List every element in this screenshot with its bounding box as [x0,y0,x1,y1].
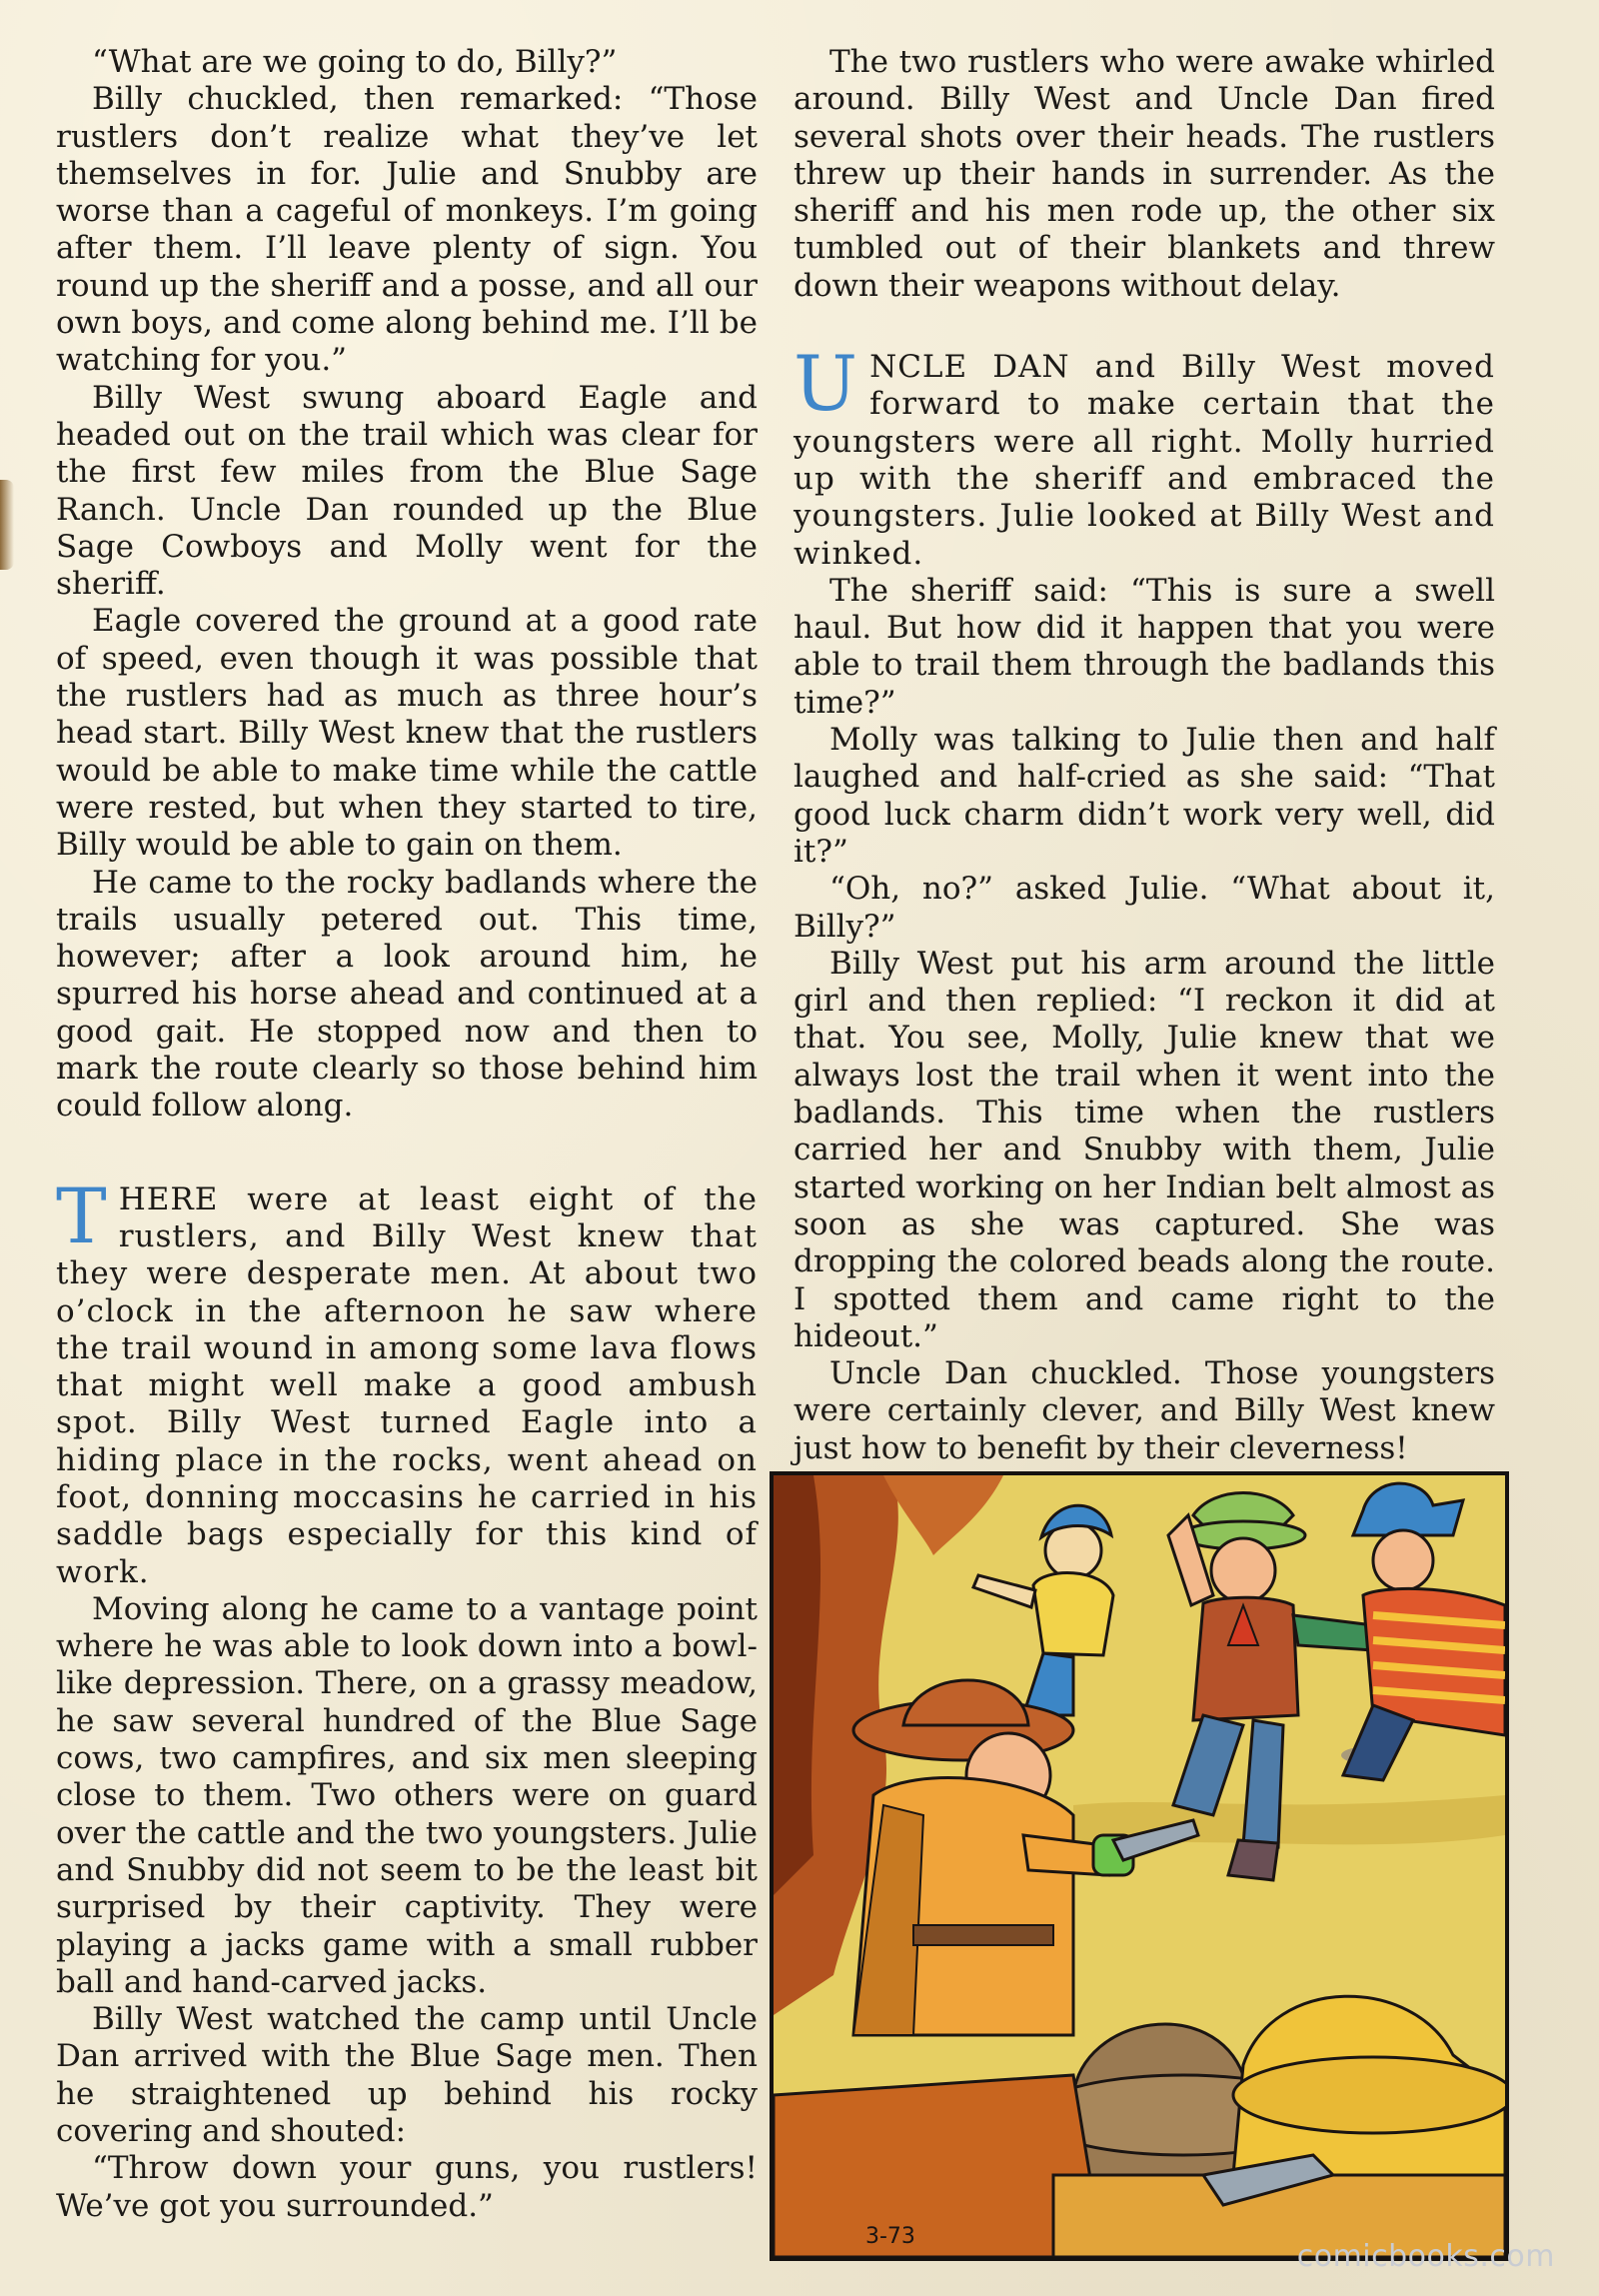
story-paragraph: Billy chuckled, then remarked: “Those rustlers don’t realize what they’ve let themselves in for. Julie and Snubby are worse than a cageful of monkeys. I’m going after them. I’ll leave plenty of sign. You round up the sheriff and a posse, and all our own boys, and come along behind me. I’ll be watching for you.” [56,81,758,379]
story-paragraph: Billy West watched the camp until Uncle Dan arrived with the Blue Sage men. Then he straightened up behind his rocky covering and shouted: [56,2001,758,2150]
story-paragraph: Eagle covered the ground at a good rate of speed, even though it was possible that the rustlers had as much as three hour’s head start. Billy West knew that the rustlers would be able to make time while the cattle were rested, but when they started to tire, Billy would be able to gain on them. [56,603,758,864]
section-break [56,1126,758,1181]
story-paragraph: “Oh, no?” asked Julie. “What about it, Billy?” [794,871,1495,945]
story-paragraph: The two rustlers who were awake whirled around. Billy West and Uncle Dan fired several shots over their heads. The rustlers threw up their hands in surrender. As the sheriff and his men rode up, the other six tumbled out of their blankets and threw down their weapons without delay. [794,44,1495,304]
left-text-column [56,44,758,2225]
drop-cap-letter: T [56,1170,107,1260]
page-edge-stain [0,480,14,570]
right-text-column [794,44,1495,1467]
section-opening-paragraph [56,1170,758,1591]
section-opening-text: NCLE DAN and Billy West moved forward to make certain that the youngsters were all right. Molly hurried up with the sheriff and embraced the youngsters. Julie looked at Billy West and winked. [794,349,1495,572]
story-paragraph: Billy West put his arm around the little girl and then replied: “I reckon it did at that. You see, Molly, Julie knew that we always lost the trail when it went into the badlands. This time when the rustlers carried her and Snubby with them, Julie started working on her Indian belt almost as soon as she was captured. She was dropping the colored beads along the route. I spotted them and came right to the hideout.” [794,945,1495,1354]
story-paragraph: Billy West swung aboard Eagle and headed out on the trail which was clear for the first few miles from the Blue Sage Ranch. Uncle Dan rounded up the Blue Sage Cowboys and Molly went for the sheriff. [56,379,758,603]
story-paragraph: “Throw down your guns, you rustlers! We’ve got you surrounded.” [56,2150,758,2224]
section-opening-text: HERE were at least eight of the rustlers, and Billy West knew that they were desperate men. At about two o’clock in the afternoon he saw where the trail wound in among some lava flows that might well make a good ambush spot. Billy West turned Eagle into a hiding place in the rocks, went ahead on foot, donning moccasins he carried in his saddle bags especially for this kind of work. [56,1180,758,1590]
section-opening-paragraph [794,339,1495,573]
comic-illustration-panel [770,1471,1509,2261]
story-paragraph: The sheriff said: “This is sure a swell haul. But how did it happen that you were able to trail them through the badlands this time?” [794,572,1495,721]
story-paragraph: Moving along he came to a vantage point where he was able to look down into a bowl-like depression. There, on a grassy meadow, he saw several hundred of the Blue Sage cows, two campfires, and six men sleeping close to them. Two others were on guard over the cattle and the two youngsters. Julie and Snubby did not seem to be the least bit surprised by their captivity. They were playing a jacks game with a small rubber ball and hand-carved jacks. [56,1590,758,2000]
story-paragraph: “What are we going to do, Billy?” [92,44,618,80]
western-shootout-illustration [774,1475,1505,2257]
story-paragraph: Molly was talking to Julie then and half laughed and half-cried as she said: “That good luck charm didn’t work very well, did it?” [794,722,1495,870]
artist-signature: 3-73 [865,2224,915,2249]
story-paragraph: He came to the rocky badlands where the trails usually petered out. This time, however; after a look around him, he spurred his horse ahead and continued at a good gait. He stopped now and then to mark the route clearly so those behind him could follow along. [56,864,758,1125]
drop-cap-letter: U [794,339,858,429]
watermark-text: comicbooks.com [1296,2239,1555,2274]
section-break [794,305,1495,349]
story-paragraph: Uncle Dan chuckled. Those youngsters were certainly clever, and Billy West knew just how to benefit by their cleverness! [794,1355,1495,1466]
